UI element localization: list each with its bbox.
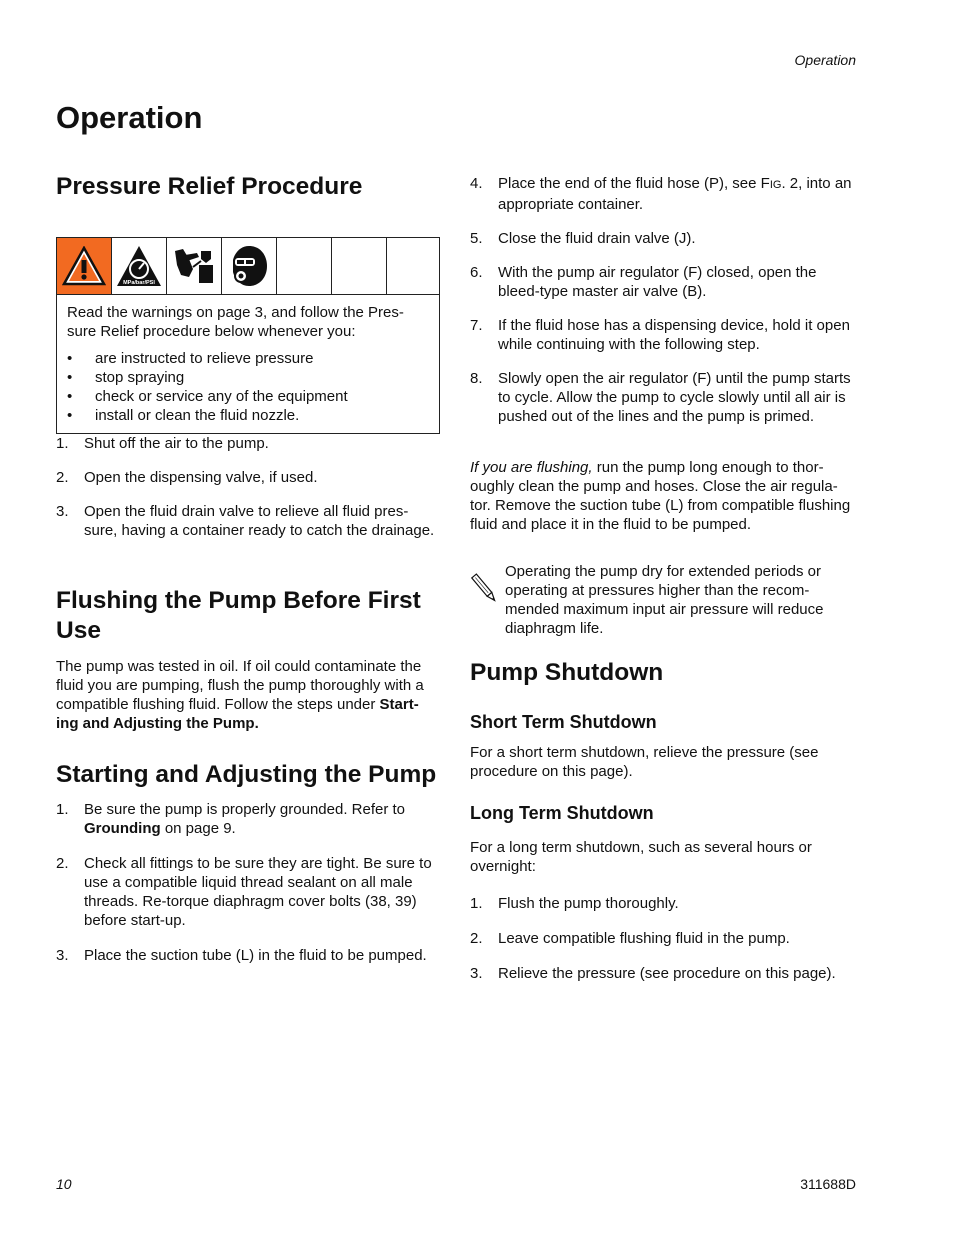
long-term-text: For a long term shutdown, such as several hours or overnight: — [470, 839, 812, 875]
short-term-text: For a short term shutdown, relieve the pressure (see procedure on this page). — [470, 744, 819, 780]
starting-heading: Starting and Adjusting the Pump — [56, 761, 437, 788]
list-item: 2. Leave compatible flushing fluid in the pump. — [470, 930, 790, 947]
note-text: Operating the pump dry for extended periods or operating at pressures higher than the recom-mended maximum input air pressure will reduce diaphragm life. — [505, 563, 824, 637]
protective-gear-icon — [222, 238, 277, 294]
flushing-text: The pump was tested in oil. If oil could contaminate the fluid you are pumping, flush the pump thoroughly with a compatible flushing fluid. Follow the steps under Start-ing and Adjusting the Pump. — [56, 658, 424, 732]
list-item: 1. Be sure the pump is properly grounded. Refer to Grounding on page 9. — [56, 801, 406, 837]
list-item: • install or clean the fluid nozzle. — [67, 407, 300, 424]
starting-steps-right — [470, 174, 856, 426]
empty-icon-cell — [332, 238, 387, 294]
flushing-heading: Flushing the Pump Before First Use — [56, 587, 421, 644]
note — [470, 562, 856, 638]
short-term-heading: Short Term Shutdown — [470, 712, 657, 732]
pump-shutdown-heading: Pump Shutdown — [470, 659, 664, 686]
list-item: 7. If the fluid hose has a dispensing device, hold it open while continuing with the following step. — [470, 317, 850, 353]
long-term-heading: Long Term Shutdown — [470, 803, 654, 823]
warning-icons-row — [57, 238, 439, 295]
running-header: Operation — [794, 52, 856, 68]
warning-body — [57, 295, 439, 433]
list-item: 8. Slowly open the air regulator (F) until the pump starts to cycle. Allow the pump to cycle slowly until all air is pushed out of the lines and the pump is primed. — [470, 370, 851, 425]
list-item: 1. Shut off the air to the pump. — [56, 435, 269, 452]
list-item: 6. With the pump air regulator (F) closed, open the bleed-type master air valve (B). — [470, 264, 817, 300]
pressure-relief-steps — [56, 434, 440, 540]
list-item: 4. Place the end of the fluid hose (P), see FIG. 2, into an appropriate container. — [470, 175, 852, 213]
list-item: 2. Open the dispensing valve, if used. — [56, 469, 318, 486]
page-title: Operation — [56, 100, 203, 135]
pressure-gauge-icon — [112, 238, 167, 294]
list-item: 1. Flush the pump thoroughly. — [470, 895, 679, 912]
empty-icon-cell — [277, 238, 332, 294]
list-item: 3. Open the fluid drain valve to relieve all fluid pres-sure, having a container ready to catch the drainage. — [56, 503, 435, 539]
long-term-steps — [470, 894, 856, 983]
warning-box — [56, 237, 440, 434]
pressure-relief-heading: Pressure Relief Procedure — [56, 173, 363, 200]
list-item: 2. Check all fittings to be sure they are tight. Be sure to use a compatible liquid thread sealant on all male threads. Re-torque diaphragm cover bolts (38, 39) before start-up. — [56, 855, 432, 929]
empty-icon-cell — [387, 238, 439, 294]
list-item: 5. Close the fluid drain valve (J). — [470, 230, 696, 247]
list-item: 3. Relieve the pressure (see procedure on this page). — [470, 965, 836, 982]
warning-triangle-icon — [57, 238, 112, 294]
list-item: • check or service any of the equipment — [67, 388, 348, 405]
list-item: 3. Place the suction tube (L) in the fluid to be pumped. — [56, 947, 427, 964]
pencil-icon — [470, 572, 500, 611]
gauge-label: MPa/bar/PSI — [123, 280, 155, 286]
flushing-instructions: If you are flushing, run the pump long enough to thor-oughly clean the pump and hoses. Close the air regula-tor. Remove the suction tube (L) from compatible flushing fluid and place it in the fluid to be pumped. — [470, 459, 851, 533]
list-item: • stop spraying — [67, 369, 185, 386]
starting-steps-left — [56, 800, 440, 965]
list-item: • are instructed to relieve pressure — [67, 350, 314, 367]
warning-bullets — [67, 349, 429, 425]
injection-hazard-icon — [167, 238, 222, 294]
document-number: 311688D — [800, 1176, 856, 1192]
page-number: 10 — [56, 1176, 72, 1192]
warning-text: Read the warnings on page 3, and follow the Pres-sure Relief procedure below whenever you: — [67, 304, 404, 340]
